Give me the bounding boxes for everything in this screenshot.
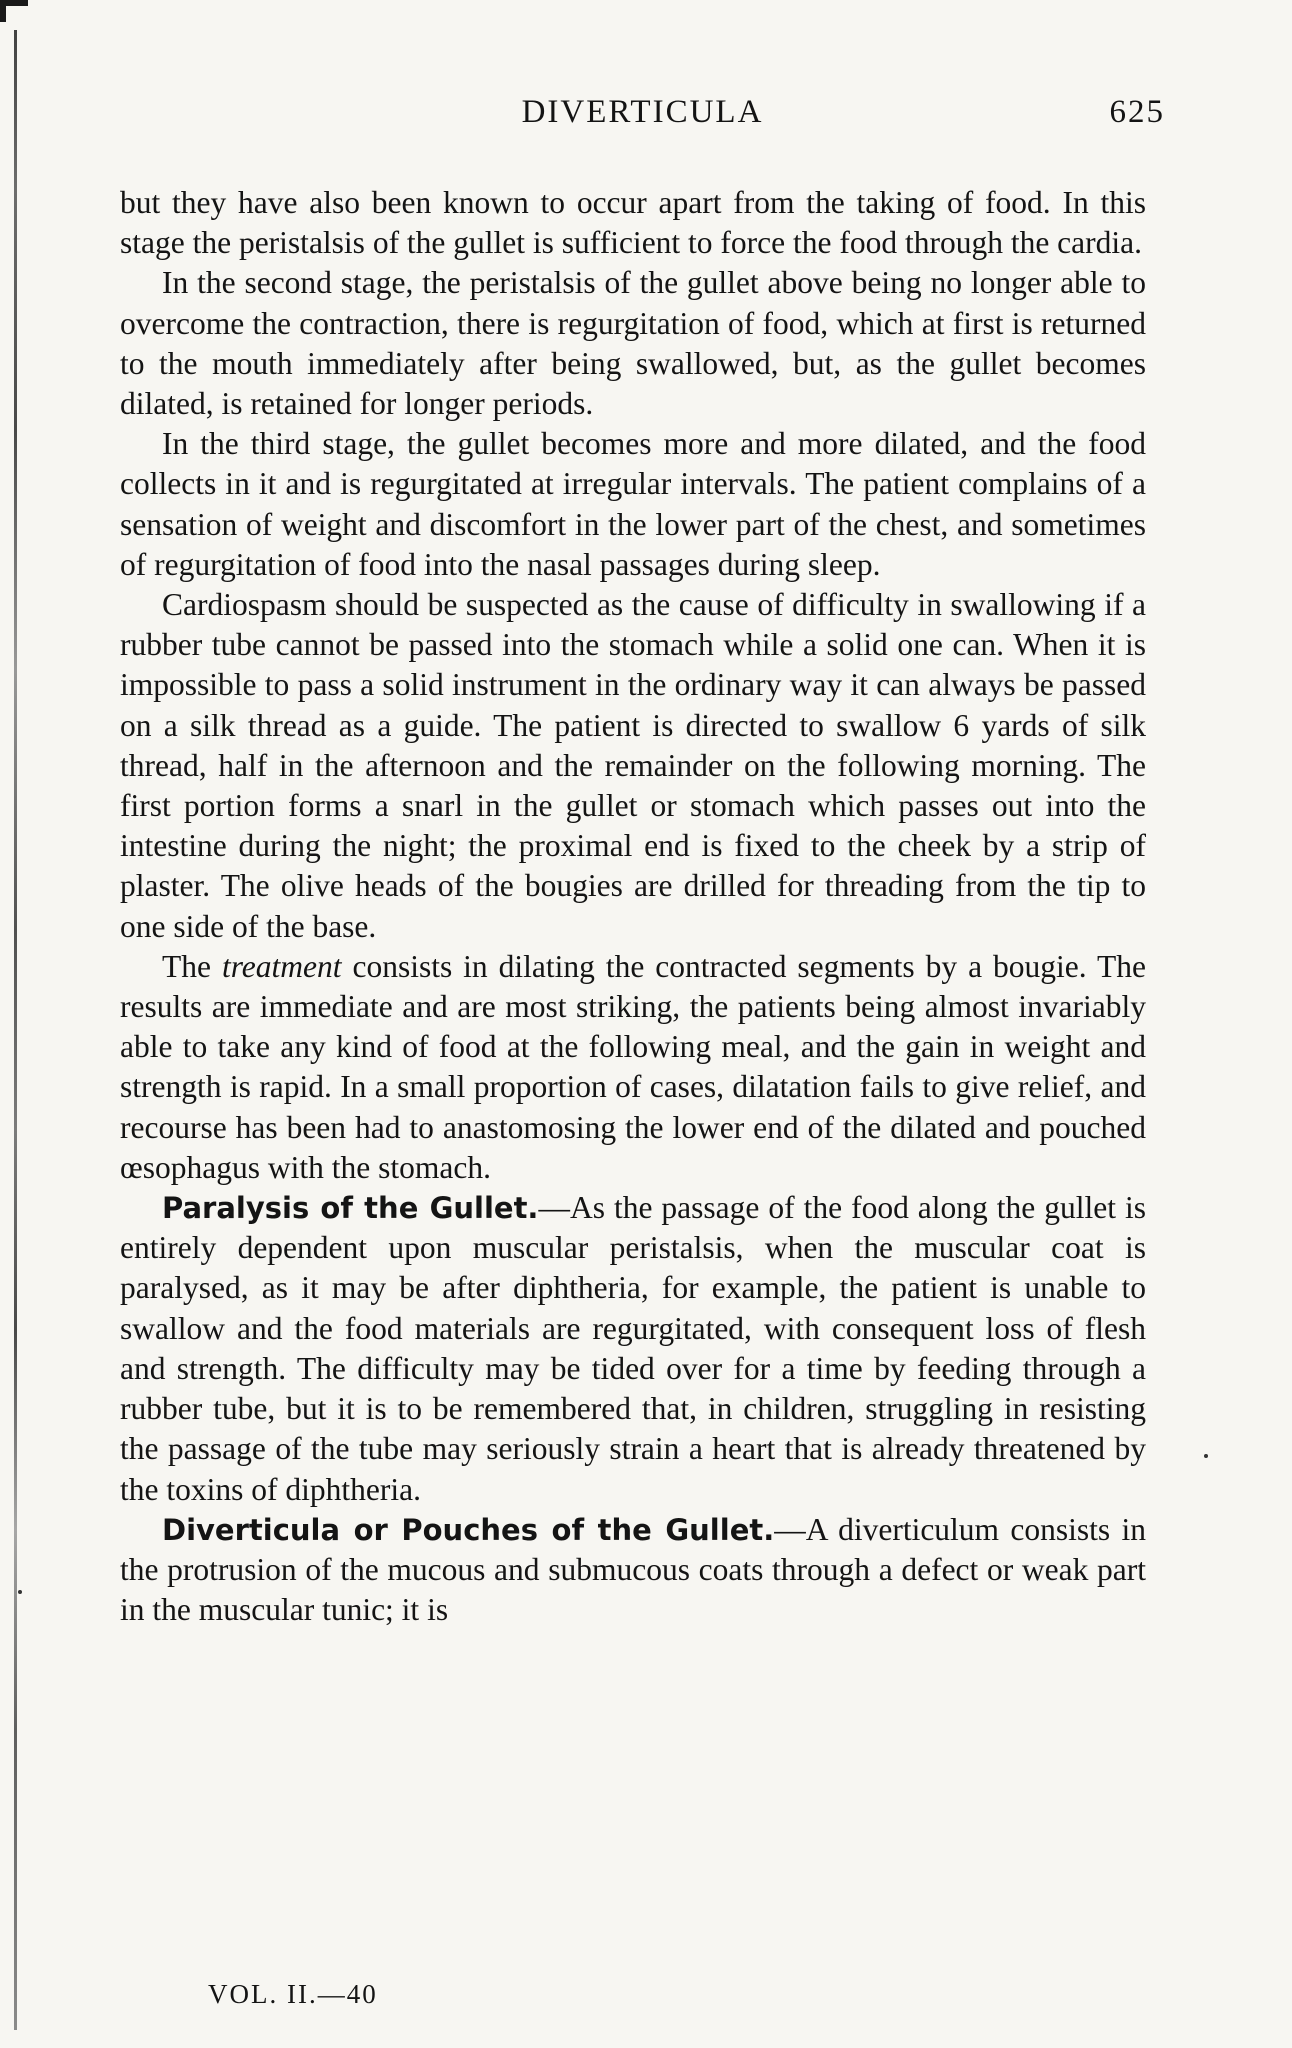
italic-term: treatment [221, 948, 342, 984]
binding-edge-line [14, 30, 17, 2030]
paragraph [120, 263, 1146, 424]
running-head [120, 94, 1165, 140]
section-heading: Diverticula or Pouches of the Gullet. [162, 1512, 775, 1547]
paragraph-text: Cardiospasm should be suspected as the cause of difficulty in swallowing if a rubber tube cannot be passed into the stomach while a solid one can. When it is impossible to pass a solid instrument in the ordinary way it can always be passed on a silk thread as a guide. The patient is directed to swallow 6 yards of silk thread, half in the afternoon and the remainder on the following morning. The first portion forms a snarl in the gullet or stomach which passes out into the intestine during the night; the proximal end is fixed to the cheek by a strip of plaster. The olive heads of the bougies are drilled for threading from the tip to one side of the base. [120, 587, 1146, 944]
paragraph-text: consists in dilating the contracted segments by a bougie. The results are immediate and are most striking, the patients being almost invariably able to take any kind of food at the following meal, and the gain in weight and strength is rapid. In a small proportion of cases, dilatation fails to give relief, and recourse has been had to anastomosing the lower end of the dilated and pouched œsophagus with the stomach. [120, 948, 1146, 1185]
paragraph [120, 585, 1146, 947]
paragraph-text: —As the passage of the food along the gullet is entirely dependent upon muscular peristalsis, when the muscular coat is paralysed, as it may be after diphtheria, for example, the patient is unable to swallow and the food materials are regurgitated, with consequent loss of flesh and strength. The difficulty may be tided over for a time by feeding through a rubber tube, but it is to be remembered that, in children, struggling in resisting the passage of the tube may seriously strain a heart that is already threatened by the toxins of diphtheria. [120, 1190, 1146, 1507]
print-speck [18, 1590, 22, 1594]
section-paragraph [120, 1510, 1146, 1631]
paragraph-text: —A diverticulum consists in the protrusion of the mucous and submucous coats through a defect or weak part in the muscular tunic; it is [120, 1511, 1146, 1628]
print-speck [1204, 1454, 1208, 1458]
paragraph-text: In the second stage, the peristalsis of the gullet above being no longer able to overcome the contraction, there is regurgitation of food, which at first is returned to the mouth immediately after being swallowed, but, as the gullet becomes dilated, is retained for longer periods. [120, 265, 1146, 422]
paragraph-lead: The [162, 948, 222, 984]
paragraph [120, 947, 1146, 1188]
page-number: 625 [1109, 94, 1165, 130]
paragraph [120, 424, 1146, 585]
paragraph-text: In the third stage, the gullet becomes more and more dilated, and the food collects in it and is regurgitated at irregular intervals. The patient complains of a sensation of weight and discomfort in the lower part of the chest, and sometimes of regurgitation of food into the nasal passages during sleep. [120, 426, 1146, 582]
binding-corner-mark [0, 0, 28, 22]
section-heading: Paralysis of the Gullet. [162, 1191, 539, 1226]
signature-mark: VOL. II.—40 [208, 1979, 378, 2009]
body-text [120, 183, 1146, 1630]
section-paragraph [120, 1188, 1146, 1510]
paragraph-text: but they have also been known to occur apart from the taking of food. In this stage the peristalsis of the gullet is sufficient to force the food through the cardia. [120, 185, 1146, 261]
running-title: DIVERTICULA [521, 94, 764, 130]
paragraph [120, 183, 1146, 263]
